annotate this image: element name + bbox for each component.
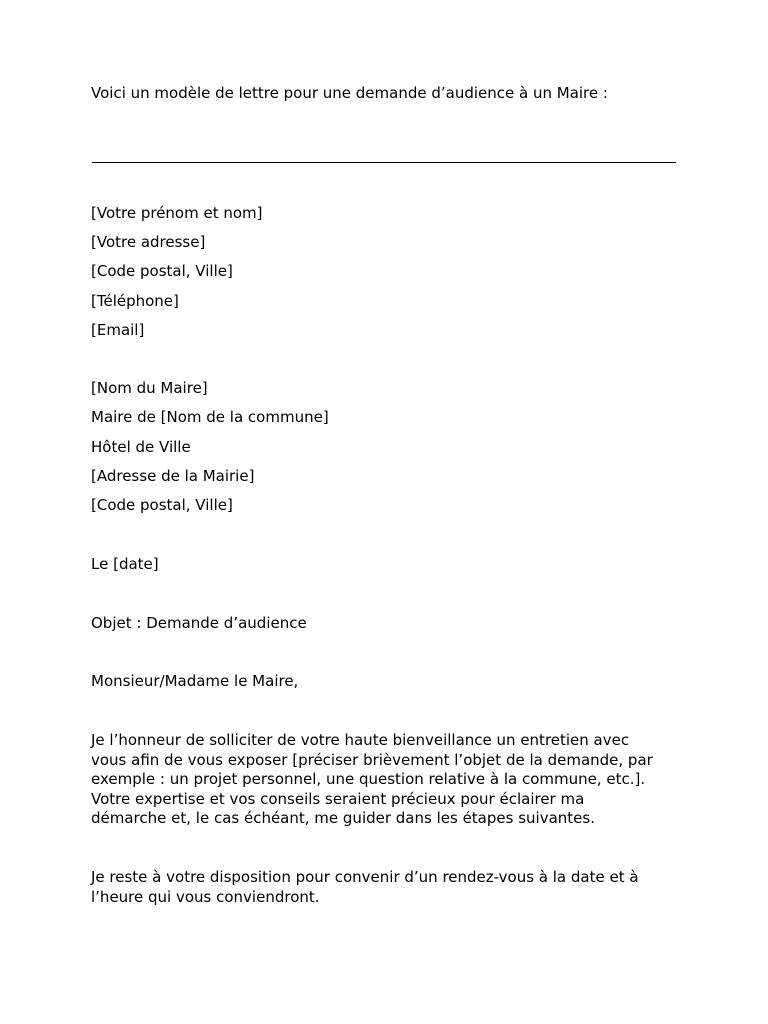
- sender-email: [Email]: [91, 321, 145, 339]
- body-paragraph-1-line: Votre expertise et vos conseils seraient précieux pour éclairer ma: [91, 789, 585, 808]
- body-paragraph-1-line: démarche et, le cas échéant, me guider dans les étapes suivantes.: [91, 809, 595, 828]
- recipient-name: [Nom du Maire]: [91, 379, 208, 397]
- body-paragraph-2-line: l’heure qui vous conviendront.: [91, 887, 320, 906]
- sender-name: [Votre prénom et nom]: [91, 204, 263, 222]
- body-paragraph-1-line: Je l’honneur de solliciter de votre haute bienveillance un entretien avec: [91, 731, 630, 749]
- salutation: Monsieur/Madame le Maire,: [91, 672, 299, 690]
- subject-line: Objet : Demande d’audience: [91, 614, 307, 632]
- sender-postal-city: [Code postal, Ville]: [91, 262, 233, 280]
- horizontal-divider: [92, 162, 676, 163]
- body-paragraph-2-line: Je reste à votre disposition pour convenir d’un rendez-vous à la date et à: [91, 868, 639, 886]
- recipient-postal-city: [Code postal, Ville]: [91, 496, 233, 514]
- intro-text: Voici un modèle de lettre pour une demande d’audience à un Maire :: [91, 84, 608, 102]
- recipient-address: [Adresse de la Mairie]: [91, 467, 255, 485]
- body-paragraph-1: [91, 731, 691, 829]
- body-paragraph-2: [91, 868, 691, 907]
- body-paragraph-1-line: exemple : un projet personnel, une question relative à la commune, etc.].: [91, 770, 646, 789]
- date-line: Le [date]: [91, 555, 159, 573]
- sender-address: [Votre adresse]: [91, 233, 206, 251]
- body-paragraph-1-line: vous afin de vous exposer [préciser brièvement l’objet de la demande, par: [91, 750, 653, 769]
- recipient-title: Maire de [Nom de la commune]: [91, 408, 329, 426]
- sender-phone: [Téléphone]: [91, 292, 179, 310]
- recipient-building: Hôtel de Ville: [91, 438, 191, 456]
